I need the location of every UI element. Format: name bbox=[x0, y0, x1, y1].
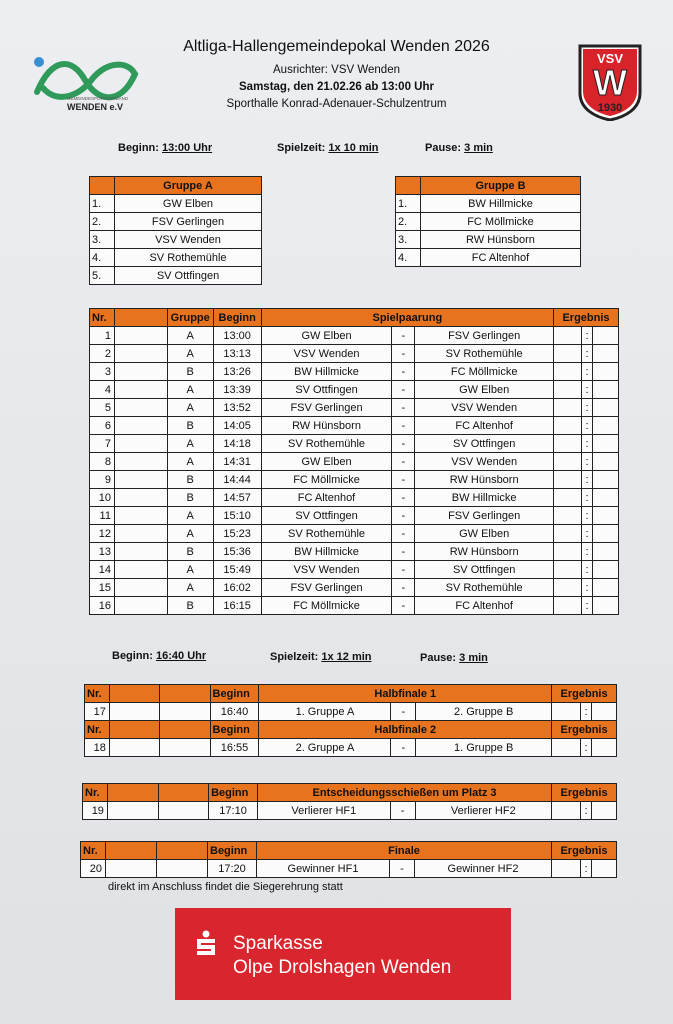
team-name: SV Ottfingen bbox=[115, 267, 262, 285]
ko-col-nr: Nr. bbox=[85, 685, 110, 703]
header bbox=[0, 38, 673, 113]
host-line: Ausrichter: VSV Wenden bbox=[273, 64, 400, 76]
match-time: 15:23 bbox=[213, 525, 261, 543]
match-nr: 7 bbox=[90, 435, 115, 453]
match-nr: 10 bbox=[90, 489, 115, 507]
ko-nr: 19 bbox=[83, 802, 108, 820]
match-dash: - bbox=[392, 435, 415, 453]
match-group: B bbox=[167, 543, 213, 561]
match-dash: - bbox=[392, 453, 415, 471]
match-away: FSV Gerlingen bbox=[415, 327, 554, 345]
ko-dash: - bbox=[391, 739, 416, 757]
match-away: GW Elben bbox=[415, 381, 554, 399]
result-colon: : bbox=[581, 363, 592, 381]
match-group: A bbox=[167, 525, 213, 543]
venue-line: Sporthalle Konrad-Adenauer-Schulzentrum bbox=[226, 98, 447, 110]
ko-colon: : bbox=[581, 802, 592, 820]
match-row bbox=[90, 561, 619, 579]
result-colon: : bbox=[581, 417, 592, 435]
result-colon: : bbox=[581, 525, 592, 543]
match-group: B bbox=[167, 597, 213, 615]
col-group: Gruppe bbox=[167, 309, 213, 327]
match-home: FC Altenhof bbox=[261, 489, 392, 507]
final-table bbox=[80, 841, 617, 878]
col-start: Beginn bbox=[213, 309, 261, 327]
match-row bbox=[90, 417, 619, 435]
logo-text: WENDEN e.V bbox=[67, 102, 124, 112]
ko-colon: : bbox=[581, 860, 592, 878]
ko-time: 16:40 bbox=[210, 703, 259, 721]
match-group: A bbox=[167, 381, 213, 399]
match-away: VSV Wenden bbox=[415, 453, 554, 471]
match-row bbox=[90, 453, 619, 471]
match-group: B bbox=[167, 471, 213, 489]
result-colon: : bbox=[581, 381, 592, 399]
schedule-table bbox=[89, 308, 619, 615]
group-team-row bbox=[90, 267, 262, 285]
ko-col-nr: Nr. bbox=[83, 784, 108, 802]
match-dash: - bbox=[392, 579, 415, 597]
team-rank: 2. bbox=[396, 213, 421, 231]
match-group: A bbox=[167, 453, 213, 471]
third-place-table bbox=[82, 783, 617, 820]
match-time: 14:57 bbox=[213, 489, 261, 507]
result-colon: : bbox=[581, 471, 592, 489]
semifinal-table bbox=[84, 684, 617, 757]
col-nr: Nr. bbox=[90, 309, 115, 327]
match-time: 13:52 bbox=[213, 399, 261, 417]
ko-time: 17:20 bbox=[208, 860, 257, 878]
team-rank: 3. bbox=[396, 231, 421, 249]
match-away: FC Altenhof bbox=[415, 417, 554, 435]
match-away: FSV Gerlingen bbox=[415, 507, 554, 525]
ko-col-result: Ergebnis bbox=[552, 685, 617, 703]
match-home: SV Rothemühle bbox=[261, 435, 392, 453]
match-home: FSV Gerlingen bbox=[261, 399, 392, 417]
result-colon: : bbox=[581, 489, 592, 507]
match-group: A bbox=[167, 561, 213, 579]
match-home: FSV Gerlingen bbox=[261, 579, 392, 597]
match-time: 15:36 bbox=[213, 543, 261, 561]
match-group: A bbox=[167, 579, 213, 597]
match-nr: 8 bbox=[90, 453, 115, 471]
ko-playtime-info: Spielzeit: 1x 12 min bbox=[270, 651, 372, 663]
group-team-row bbox=[90, 231, 262, 249]
match-time: 16:15 bbox=[213, 597, 261, 615]
match-home: GW Elben bbox=[261, 453, 392, 471]
match-home: FC Möllmicke bbox=[261, 471, 392, 489]
match-nr: 15 bbox=[90, 579, 115, 597]
ko-col-start: Beginn bbox=[208, 842, 257, 860]
match-group: A bbox=[167, 435, 213, 453]
team-name: FSV Gerlingen bbox=[115, 213, 262, 231]
group-team-row bbox=[90, 213, 262, 231]
match-away: SV Rothemühle bbox=[415, 345, 554, 363]
match-dash: - bbox=[392, 399, 415, 417]
match-nr: 4 bbox=[90, 381, 115, 399]
group-b-table bbox=[395, 176, 581, 267]
group-b-title: Gruppe B bbox=[421, 177, 581, 195]
crest-letter: W bbox=[593, 62, 627, 103]
match-home: BW Hillmicke bbox=[261, 543, 392, 561]
match-group: B bbox=[167, 417, 213, 435]
result-colon: : bbox=[581, 579, 592, 597]
match-dash: - bbox=[392, 381, 415, 399]
match-row bbox=[90, 525, 619, 543]
ko-home: Verlierer HF1 bbox=[258, 802, 391, 820]
team-rank: 5. bbox=[90, 267, 115, 285]
ko-away: 2. Gruppe B bbox=[416, 703, 552, 721]
result-colon: : bbox=[581, 543, 592, 561]
team-rank: 1. bbox=[396, 195, 421, 213]
team-rank: 4. bbox=[396, 249, 421, 267]
team-rank: 4. bbox=[90, 249, 115, 267]
team-name: FC Altenhof bbox=[421, 249, 581, 267]
match-time: 16:02 bbox=[213, 579, 261, 597]
match-row bbox=[90, 345, 619, 363]
group-team-row bbox=[396, 195, 581, 213]
match-group: B bbox=[167, 489, 213, 507]
ko-match-row bbox=[81, 860, 617, 878]
col-result: Ergebnis bbox=[554, 309, 619, 327]
match-group: B bbox=[167, 363, 213, 381]
match-row bbox=[90, 363, 619, 381]
match-home: SV Rothemühle bbox=[261, 525, 392, 543]
match-home: BW Hillmicke bbox=[261, 363, 392, 381]
match-dash: - bbox=[392, 525, 415, 543]
group-team-row bbox=[90, 195, 262, 213]
ko-dash: - bbox=[390, 802, 415, 820]
ko-col-start: Beginn bbox=[210, 685, 259, 703]
match-dash: - bbox=[392, 543, 415, 561]
match-group: A bbox=[167, 345, 213, 363]
match-home: SV Ottfingen bbox=[261, 381, 392, 399]
match-time: 15:10 bbox=[213, 507, 261, 525]
result-colon: : bbox=[581, 597, 592, 615]
match-away: RW Hünsborn bbox=[415, 471, 554, 489]
match-group: A bbox=[167, 399, 213, 417]
col-match: Spielpaarung bbox=[261, 309, 553, 327]
ko-time: 16:55 bbox=[210, 739, 259, 757]
result-colon: : bbox=[581, 345, 592, 363]
match-dash: - bbox=[392, 417, 415, 435]
match-nr: 13 bbox=[90, 543, 115, 561]
match-away: SV Rothemühle bbox=[415, 579, 554, 597]
match-away: VSV Wenden bbox=[415, 399, 554, 417]
match-nr: 14 bbox=[90, 561, 115, 579]
ko-time: 17:10 bbox=[209, 802, 258, 820]
ko-pause-info: Pause: 3 min bbox=[420, 652, 488, 664]
sponsor-name: Sparkasse Olpe Drolshagen Wenden bbox=[233, 933, 452, 978]
sponsor-banner bbox=[175, 908, 511, 1000]
match-away: GW Elben bbox=[415, 525, 554, 543]
team-name: RW Hünsborn bbox=[421, 231, 581, 249]
match-away: SV Ottfingen bbox=[415, 435, 554, 453]
ko-round-title: Halbfinale 2 bbox=[259, 721, 552, 739]
match-row bbox=[90, 381, 619, 399]
logo-small-text: GEMEINDESPORTVERBAND bbox=[67, 96, 129, 101]
ko-col-nr: Nr. bbox=[81, 842, 106, 860]
team-name: BW Hillmicke bbox=[421, 195, 581, 213]
match-row bbox=[90, 543, 619, 561]
ko-away: Verlierer HF2 bbox=[415, 802, 552, 820]
crest-top-text: VSV bbox=[596, 51, 624, 66]
ko-home: 2. Gruppe A bbox=[259, 739, 391, 757]
result-colon: : bbox=[581, 399, 592, 417]
team-name: FC Möllmicke bbox=[421, 213, 581, 231]
match-home: VSV Wenden bbox=[261, 345, 392, 363]
match-nr: 2 bbox=[90, 345, 115, 363]
match-dash: - bbox=[392, 345, 415, 363]
match-nr: 3 bbox=[90, 363, 115, 381]
result-colon: : bbox=[581, 435, 592, 453]
match-dash: - bbox=[392, 363, 415, 381]
group-team-row bbox=[396, 231, 581, 249]
ko-dash: - bbox=[390, 860, 415, 878]
start-info: Beginn: 13:00 Uhr bbox=[118, 142, 213, 154]
match-away: RW Hünsborn bbox=[415, 543, 554, 561]
team-name: SV Rothemühle bbox=[115, 249, 262, 267]
ko-col-result: Ergebnis bbox=[552, 784, 617, 802]
match-row bbox=[90, 597, 619, 615]
ceremony-note: direkt im Anschluss findet die Siegerehrung statt bbox=[108, 881, 343, 893]
group-team-row bbox=[90, 249, 262, 267]
group-a-table bbox=[89, 176, 262, 285]
team-rank: 1. bbox=[90, 195, 115, 213]
match-time: 13:39 bbox=[213, 381, 261, 399]
crest-year: 1930 bbox=[597, 102, 623, 114]
match-nr: 11 bbox=[90, 507, 115, 525]
ko-match-row bbox=[85, 739, 617, 757]
ko-nr: 20 bbox=[81, 860, 106, 878]
ko-round-title: Entscheidungsschießen um Platz 3 bbox=[258, 784, 552, 802]
match-row bbox=[90, 507, 619, 525]
ko-colon: : bbox=[581, 703, 592, 721]
ko-dash: - bbox=[391, 703, 416, 721]
match-nr: 12 bbox=[90, 525, 115, 543]
match-time: 13:26 bbox=[213, 363, 261, 381]
match-dash: - bbox=[392, 561, 415, 579]
match-home: GW Elben bbox=[261, 327, 392, 345]
match-row bbox=[90, 399, 619, 417]
ko-col-start: Beginn bbox=[209, 784, 258, 802]
match-nr: 6 bbox=[90, 417, 115, 435]
match-time: 14:18 bbox=[213, 435, 261, 453]
ko-round-title: Halbfinale 1 bbox=[259, 685, 552, 703]
ko-nr: 17 bbox=[85, 703, 110, 721]
ko-away: Gewinner HF2 bbox=[415, 860, 552, 878]
match-row bbox=[90, 327, 619, 345]
match-dash: - bbox=[392, 471, 415, 489]
team-name: VSV Wenden bbox=[115, 231, 262, 249]
result-colon: : bbox=[581, 453, 592, 471]
ko-round-title: Finale bbox=[257, 842, 552, 860]
date-line: Samstag, den 21.02.26 ab 13:00 Uhr bbox=[239, 81, 434, 93]
match-time: 15:49 bbox=[213, 561, 261, 579]
group-team-row bbox=[396, 213, 581, 231]
match-home: VSV Wenden bbox=[261, 561, 392, 579]
match-away: BW Hillmicke bbox=[415, 489, 554, 507]
match-away: FC Möllmicke bbox=[415, 363, 554, 381]
team-name: GW Elben bbox=[115, 195, 262, 213]
match-home: RW Hünsborn bbox=[261, 417, 392, 435]
result-colon: : bbox=[581, 561, 592, 579]
ko-match-row bbox=[83, 802, 617, 820]
match-away: SV Ottfingen bbox=[415, 561, 554, 579]
ko-col-start: Beginn bbox=[210, 721, 259, 739]
match-dash: - bbox=[392, 327, 415, 345]
ko-col-result: Ergebnis bbox=[552, 842, 617, 860]
match-nr: 16 bbox=[90, 597, 115, 615]
match-time: 13:00 bbox=[213, 327, 261, 345]
match-row bbox=[90, 579, 619, 597]
match-home: SV Ottfingen bbox=[261, 507, 392, 525]
ko-colon: : bbox=[581, 739, 592, 757]
match-nr: 5 bbox=[90, 399, 115, 417]
match-time: 14:05 bbox=[213, 417, 261, 435]
ko-away: 1. Gruppe B bbox=[416, 739, 552, 757]
match-group: A bbox=[167, 327, 213, 345]
match-row bbox=[90, 489, 619, 507]
match-dash: - bbox=[392, 597, 415, 615]
match-time: 14:44 bbox=[213, 471, 261, 489]
ko-home: Gewinner HF1 bbox=[257, 860, 390, 878]
sparkasse-s-icon bbox=[195, 930, 217, 956]
ko-col-nr: Nr. bbox=[85, 721, 110, 739]
match-row bbox=[90, 471, 619, 489]
ko-col-result: Ergebnis bbox=[552, 721, 617, 739]
group-team-row bbox=[396, 249, 581, 267]
match-nr: 9 bbox=[90, 471, 115, 489]
pause-info: Pause: 3 min bbox=[425, 142, 493, 154]
team-rank: 3. bbox=[90, 231, 115, 249]
match-dash: - bbox=[392, 507, 415, 525]
match-nr: 1 bbox=[90, 327, 115, 345]
ko-start-info: Beginn: 16:40 Uhr bbox=[112, 650, 207, 662]
match-dash: - bbox=[392, 489, 415, 507]
team-rank: 2. bbox=[90, 213, 115, 231]
result-colon: : bbox=[581, 507, 592, 525]
match-time: 14:31 bbox=[213, 453, 261, 471]
match-home: FC Möllmicke bbox=[261, 597, 392, 615]
ko-home: 1. Gruppe A bbox=[259, 703, 391, 721]
match-away: FC Altenhof bbox=[415, 597, 554, 615]
match-group: A bbox=[167, 507, 213, 525]
group-a-title: Gruppe A bbox=[115, 177, 262, 195]
page-title: Altliga-Hallengemeindepokal Wenden 2026 bbox=[183, 38, 490, 55]
match-time: 13:13 bbox=[213, 345, 261, 363]
ko-match-row bbox=[85, 703, 617, 721]
match-row bbox=[90, 435, 619, 453]
ko-nr: 18 bbox=[85, 739, 110, 757]
playtime-info: Spielzeit: 1x 10 min bbox=[277, 142, 379, 154]
result-colon: : bbox=[581, 327, 592, 345]
